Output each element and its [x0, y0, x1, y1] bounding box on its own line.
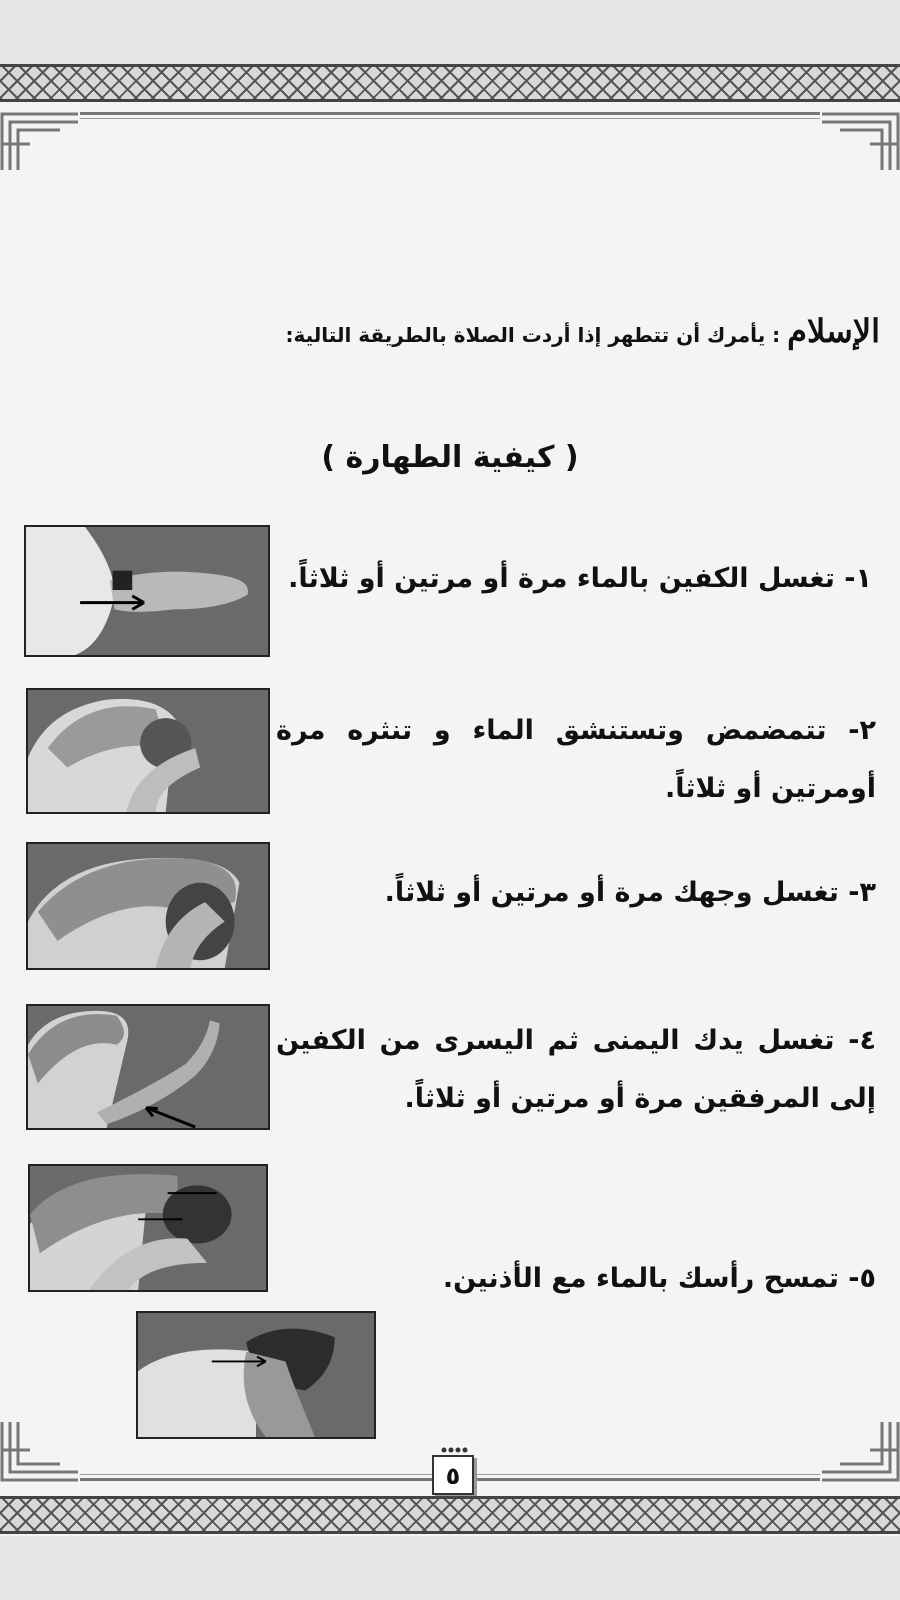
top-ornamental-border [0, 64, 900, 102]
page-number-dots [440, 1447, 468, 1453]
wiping-ears-photo [136, 1311, 376, 1439]
page-number: ٥ [432, 1455, 474, 1495]
intro-line [20, 312, 880, 350]
top-left-corner-ornament [0, 110, 80, 174]
intro-keyword: الإسلام [787, 312, 880, 350]
rinsing-mouth-nose-photo [26, 688, 270, 814]
top-right-corner-ornament [820, 110, 900, 174]
step-1-text: ١- تغسل الكفين بالماء مرة أو مرتين أو ثلاثاً. [288, 563, 872, 594]
washing-hands-photo [24, 525, 270, 657]
top-frame-line-thin [80, 118, 820, 119]
step-5-text: ٥- تمسح رأسك بالماء مع الأذنين. [442, 1263, 876, 1294]
washing-face-photo [26, 842, 270, 970]
top-margin [0, 0, 900, 64]
top-frame-line [80, 112, 820, 115]
intro-text: : يأمرك أن تتطهر إذا أردت الصلاة بالطريقة التالية: [285, 323, 781, 347]
step-2-text: ٢- تتمضمض وتستنشق الماء و تنثره مرة أومرتين أو ثلاثاً. [276, 715, 876, 804]
step-3-text: ٣- تغسل وجهك مرة أو مرتين أو ثلاثاً. [384, 877, 876, 908]
washing-arms-photo [26, 1004, 270, 1130]
section-heading: ( كيفية الطهارة ) [321, 440, 579, 475]
bottom-margin [0, 1536, 900, 1600]
bottom-right-corner-ornament [820, 1420, 900, 1484]
step-4-text: ٤- تغسل يدك اليمنى ثم اليسرى من الكفين إلى المرفقين مرة أو مرتين أو ثلاثاً. [276, 1025, 876, 1114]
bottom-left-corner-ornament [0, 1420, 80, 1484]
bottom-ornamental-border [0, 1496, 900, 1534]
wiping-head-photo [28, 1164, 268, 1292]
